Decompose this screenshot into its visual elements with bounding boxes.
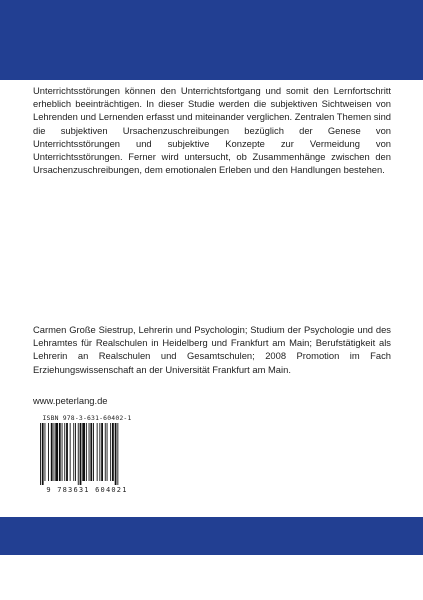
isbn-label: ISBN 978-3-631-60402-1 [42, 414, 132, 422]
barcode-bar [73, 423, 74, 481]
barcode-bar [66, 423, 68, 481]
barcode-bar [107, 423, 108, 481]
barcode-bar [117, 423, 118, 485]
barcode-bar [82, 423, 85, 481]
barcode-bar [42, 423, 44, 485]
barcode-bar [105, 423, 106, 481]
bottom-color-band [0, 517, 423, 555]
barcode-bar [75, 423, 76, 481]
barcode-bar [89, 423, 90, 481]
barcode-bar [80, 423, 82, 485]
barcode-bar [112, 423, 114, 481]
publisher-website[interactable]: www.peterlang.de [33, 395, 108, 406]
barcode-bar [97, 423, 98, 481]
barcode-digits: 9 783631 604021 [46, 486, 128, 494]
barcode-bar [48, 423, 49, 481]
top-color-band [0, 0, 423, 80]
barcode-bar [101, 423, 103, 481]
barcode-bar [40, 423, 41, 485]
barcode-bar [64, 423, 65, 481]
barcode-bar [55, 423, 58, 481]
barcode-bars [40, 423, 136, 485]
barcode-bar [115, 423, 117, 485]
barcode-bar [62, 423, 63, 481]
barcode-bar [54, 423, 55, 481]
barcode-bar [70, 423, 71, 481]
barcode-bar [51, 423, 53, 481]
barcode-bar [110, 423, 111, 481]
isbn-barcode [33, 414, 141, 496]
barcode-bar [45, 423, 46, 481]
barcode-bar [78, 423, 79, 485]
barcode-bar [90, 423, 92, 481]
abstract-text: Unterrichtsstörungen können den Unterrichtsfortgang und somit den Lernfortschritt erheblich beeinträchtigen. In dieser Studie werden die subjektiven Sichtweisen von Lehrenden und Lernenden erfasst und miteinander verglichen. Zentralen Themen sind die subjektiven Ursachenzuschreibungen bezüglich der Genese von Unterrichtsstörungen und subjektive Konzepte zur Vermeidung von Unterrichtsstörungen. Ferner wird untersucht, ob Zusammenhänge zwischen den Ursachenzuschreibungen, dem emotionalen Erleben und den Handlungen bestehen. [33, 85, 391, 176]
barcode-bar [99, 423, 100, 481]
author-bio: Carmen Große Siestrup, Lehrerin und Psychologin; Studium der Psychologie und des Lehramtes für Realschulen in Heidelberg und Frankfurt am Main; Berufstätigkeit als Lehrerin an Realschulen und Gesamtschulen; 2008 Promotion im Fach Erziehungswissenschaft an der Universität Frankfurt am Main. [33, 324, 391, 375]
barcode-bar [86, 423, 87, 481]
barcode-bar [93, 423, 94, 481]
barcode-bar [59, 423, 61, 481]
